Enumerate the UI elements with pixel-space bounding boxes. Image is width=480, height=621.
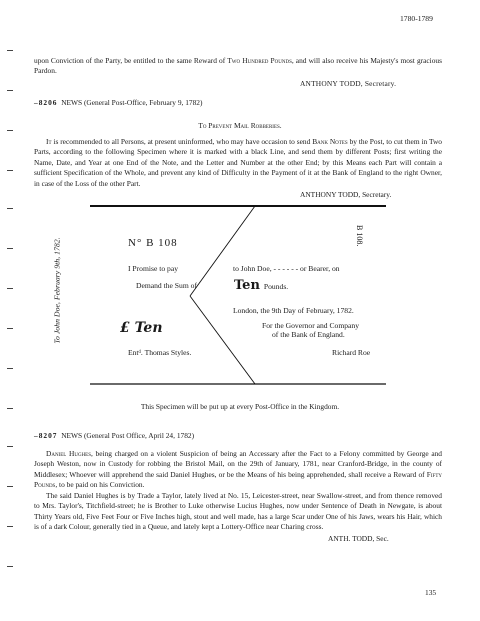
signature: ANTHONY TODD, Secretary. (300, 79, 397, 88)
signatory: Richard Roe (332, 348, 371, 357)
entry-subtitle: To Prevent Mail Robberies. (198, 121, 282, 130)
entry-number: –8206 (34, 98, 58, 107)
entered-by: Entᵈ. Thomas Styles. (128, 348, 192, 357)
running-header: 1780-1789 (400, 14, 433, 23)
signature: ANTHONY TODD, Secretary. (300, 190, 392, 199)
payee-line: to John Doe, - - - - - - or Bearer, on (233, 264, 340, 273)
signature: ANTH. TODD, Sec. (328, 534, 389, 543)
demand-text: Demand the Sum of (136, 281, 197, 290)
entry-title: NEWS (General Post-Office, February 9, 1782) (61, 98, 203, 107)
entry-heading (34, 431, 194, 441)
entry-title: NEWS (General Post Office, April 24, 1782) (61, 431, 195, 440)
specimen-caption: This Specimen will be put up at every Post-Office in the Kingdom. (140, 402, 340, 411)
date-line: London, the 9th Day of February, 1782. (233, 306, 354, 315)
bank-line-1: For the Governor and Company (262, 321, 360, 330)
note-number-left: N° B 108 (128, 237, 178, 249)
promise-text: I Promise to pay (128, 264, 178, 273)
ten-amount: Ten Pounds. (234, 278, 289, 293)
entry-body: It is recommended to all Persons, at present uninformed, who may have occasion to send Bank Notes by the Post, to cut them in Two Parts, according to the following Specimen where it is marked with a black Line, and send them by different Posts; first writing the Name, Date, and Year at one End of the Note, and the Letter and Number at the other End; by this Means each Part will contain a sufficient Specification of the Whole, and prevent any kind of Difficulty in the Payment of it at the Bank of England to the right Owner, in case of the Loss of the other Part. (34, 137, 443, 188)
entry-number: –8207 (34, 431, 58, 440)
entry-body: Daniel Hughes, being charged on a violent Suspicion of being an Accessary after the Fact to a Felony committed by George and Joseph Weston, now in Custody for robbing the Bristol Mail, on the 29th of January, 1781, near Cranford-Bridge, in the county of Middlesex; Whoever will apprehend the said Daniel Hughes, or be the Means of his being apprehended, shall receive a Reward of Fifty Pounds, to be paid on his Conviction. (34, 449, 442, 490)
bank-line-2: of the Bank of England. (272, 330, 345, 339)
entry-body-continued: The said Daniel Hughes is by Trade a Taylor, lately lived at No. 15, Leicester-street, near Swallow-street, and from thence removed to Mrs. Taylor's, Titchfield-street; he is Brother to Luke otherwise Lucius Hughes, now under Sentence of Death in Newgate, is about Thirty Years old, Five Feet Four or Five Inches high, stout and well made, has a large Scar under One of his Jaws, wears his Hair, which is of a dark Colour, generally tied in a Queue, and lately kept a Lottery-Office near Charing cross. (34, 491, 442, 532)
page-number: 135 (425, 588, 437, 597)
note-number-right: B 108. (355, 225, 364, 247)
continued-paragraph: upon Conviction of the Party, be entitled to the same Reward of Two Hundred Pounds, and will also receive his Majesty's most gracious Pardon. (34, 56, 443, 76)
ten-script: £ Ten (120, 320, 163, 336)
vertical-endorsement: To John Doe, February 9th, 1782. (52, 237, 62, 344)
